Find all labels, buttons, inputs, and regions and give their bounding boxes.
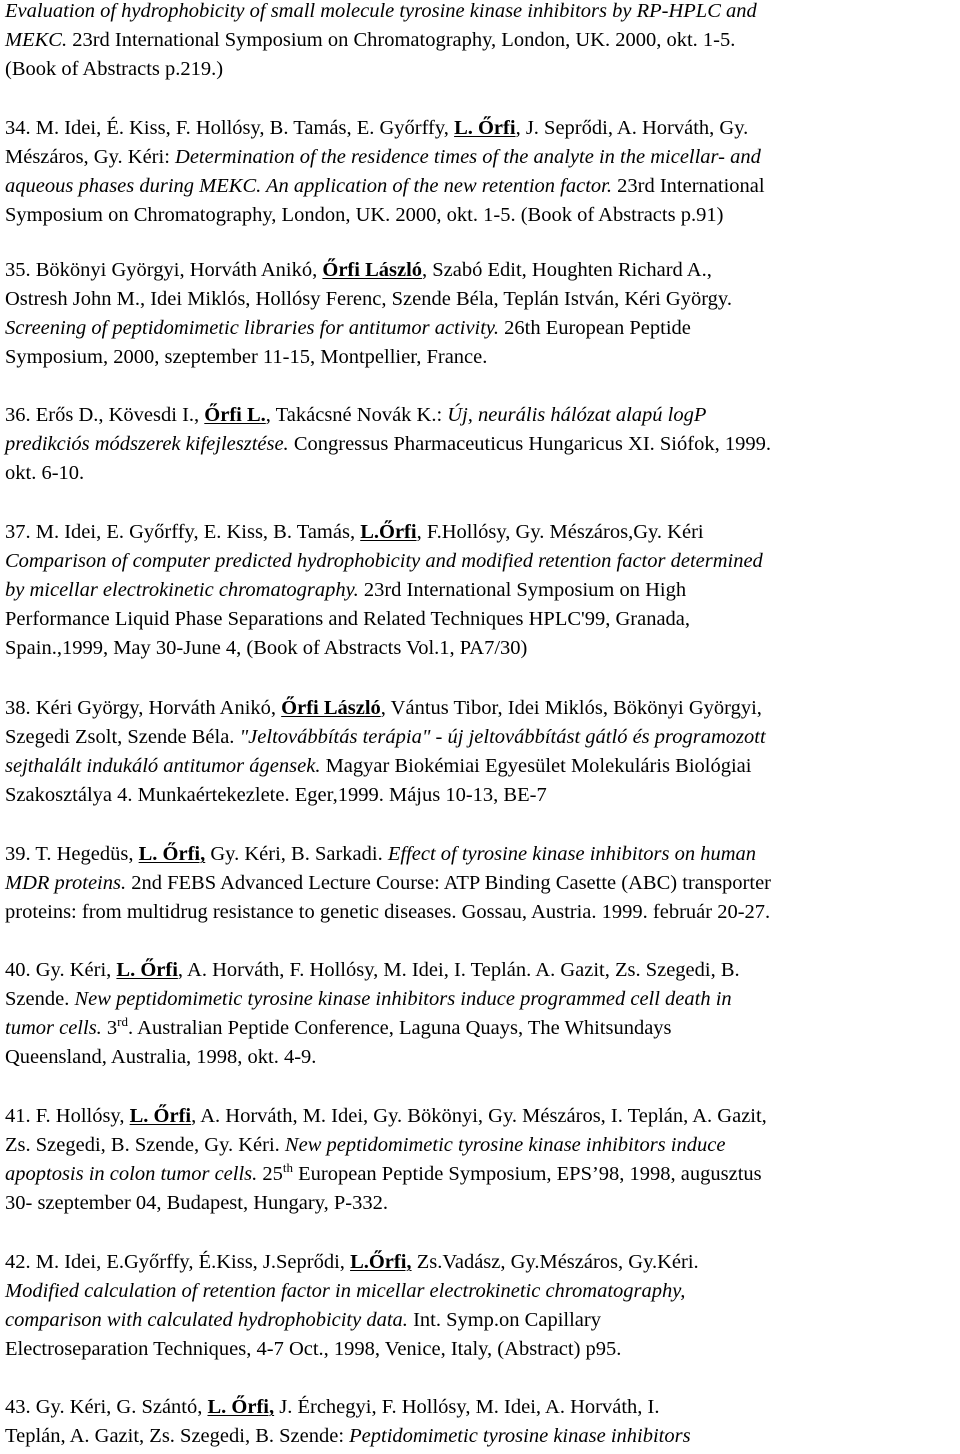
highlighted-author: L.Őrfi, — [350, 1251, 412, 1273]
entry-38 — [5, 694, 955, 810]
entry-line — [5, 114, 955, 143]
reference-text: , F.Hollósy, Gy. Mészáros,Gy. Kéri — [416, 521, 704, 543]
entry-line — [5, 898, 955, 927]
reference-text: (Book of Abstracts p.219.) — [5, 58, 224, 80]
entry-line — [5, 343, 955, 372]
entry-line — [5, 1102, 955, 1131]
reference-text: , Szabó Edit, Houghten Richard A., — [422, 259, 712, 281]
entry-line — [5, 1393, 955, 1422]
reference-text: 34. M. Idei, É. Kiss, F. Hollósy, B. Tamás, E. Győrffy, — [5, 117, 455, 139]
reference-title: Evaluation of hydrophobicity of small molecule tyrosine kinase inhibitors by RP-HPLC and — [5, 0, 757, 22]
entry-line — [5, 26, 955, 55]
entry-40 — [5, 956, 955, 1072]
reference-text: 30- szeptember 04, Budapest, Hungary, P-332. — [5, 1192, 388, 1214]
entry-line — [5, 430, 955, 459]
entry-line — [5, 1160, 955, 1189]
reference-text: Szende. — [5, 988, 75, 1010]
entry-line — [5, 172, 955, 201]
reference-title: comparison with calculated hydrophobicity data. — [5, 1309, 408, 1331]
entry-line — [5, 1335, 955, 1364]
entry-line — [5, 256, 955, 285]
entry-line — [5, 1043, 955, 1072]
reference-text: okt. 6-10. — [5, 462, 85, 484]
reference-text: Electroseparation Techniques, 4-7 Oct., 1998, Venice, Italy, (Abstract) p95. — [5, 1338, 622, 1360]
entry-line — [5, 694, 955, 723]
entry-line — [5, 143, 955, 172]
reference-text: Teplán, A. Gazit, Zs. Szegedi, B. Szende: — [5, 1425, 350, 1447]
entry-line — [5, 1422, 955, 1451]
reference-text: Magyar Biokémiai Egyesület Molekuláris Biológiai — [320, 755, 752, 777]
reference-text: 38. Kéri György, Horváth Anikó, — [5, 697, 282, 719]
reference-text: Mészáros, Gy. Kéri: — [5, 146, 176, 168]
reference-text: Gy. Kéri, B. Sarkadi. — [205, 843, 388, 865]
reference-text: 25 — [257, 1163, 283, 1185]
highlighted-author: Őrfi László — [322, 259, 423, 281]
reference-text: . Australian Peptide Conference, Laguna Quays, The Whitsundays — [128, 1017, 672, 1039]
reference-text: 35. Bökönyi Györgyi, Horváth Anikó, — [5, 259, 323, 281]
entry-41 — [5, 1102, 955, 1218]
reference-title: Modified calculation of retention factor in micellar electrokinetic chromatography, — [5, 1280, 686, 1302]
reference-text: 41. F. Hollósy, — [5, 1105, 130, 1127]
entry-continuation — [5, 0, 955, 84]
reference-text: Symposium, 2000, szeptember 11-15, Montpellier, France. — [5, 346, 488, 368]
highlighted-author: Őrfi L. — [204, 404, 266, 426]
ordinal-suffix: th — [282, 1160, 294, 1175]
reference-text: 23rd International — [612, 175, 765, 197]
reference-text: 36. Erős D., Kövesdi I., — [5, 404, 205, 426]
reference-title: Új, neurális hálózat alapú logP — [447, 404, 707, 426]
entry-line — [5, 1306, 955, 1335]
ordinal-suffix: rd — [117, 1014, 129, 1029]
reference-text: , A. Horváth, M. Idei, Gy. Bökönyi, Gy. Mészáros, I. Teplán, A. Gazit, — [191, 1105, 767, 1127]
entry-36 — [5, 401, 955, 488]
reference-title: MDR proteins. — [5, 872, 127, 894]
reference-title: Comparison of computer predicted hydrophobicity and modified retention factor determined — [5, 550, 763, 572]
reference-text: European Peptide Symposium, EPS’98, 1998, augusztus — [293, 1163, 762, 1185]
entry-line — [5, 547, 955, 576]
entry-line — [5, 1248, 955, 1277]
entry-line — [5, 314, 955, 343]
highlighted-author: L.Őrfi — [360, 521, 417, 543]
reference-title: New peptidomimetic tyrosine kinase inhibitors induce — [284, 1134, 726, 1156]
entry-43 — [5, 1393, 955, 1451]
entry-line — [5, 1189, 955, 1218]
entry-line — [5, 956, 955, 985]
entry-39 — [5, 840, 955, 927]
entry-line — [5, 723, 955, 752]
highlighted-author: L. Őrfi — [116, 959, 178, 981]
reference-text: Zs. Szegedi, B. Szende, Gy. Kéri. — [5, 1134, 285, 1156]
reference-text: , A. Horváth, F. Hollósy, M. Idei, I. Teplán. A. Gazit, Zs. Szegedi, B. — [177, 959, 740, 981]
reference-text: Zs.Vadász, Gy.Mészáros, Gy.Kéri. — [411, 1251, 699, 1273]
entry-line — [5, 459, 955, 488]
highlighted-author: L. Őrfi, — [138, 843, 206, 865]
reference-text: Szakosztálya 4. Munkaértekezlete. Eger,1999. Május 10-13, BE-7 — [5, 784, 547, 806]
reference-text: 23rd International Symposium on High — [358, 579, 687, 601]
reference-title: by micellar electrokinetic chromatography. — [5, 579, 359, 601]
entry-line — [5, 285, 955, 314]
reference-text: 43. Gy. Kéri, G. Szántó, — [5, 1396, 208, 1418]
reference-text: Queensland, Australia, 1998, okt. 4-9. — [5, 1046, 317, 1068]
reference-title: tumor cells. — [5, 1017, 102, 1039]
entry-line — [5, 1131, 955, 1160]
entry-42 — [5, 1248, 955, 1364]
highlighted-author: L. Őrfi — [454, 117, 516, 139]
entry-line — [5, 985, 955, 1014]
reference-text: 2nd FEBS Advanced Lecture Course: ATP Binding Casette (ABC) transporter — [126, 872, 771, 894]
reference-text: 3 — [101, 1017, 118, 1039]
entry-line — [5, 0, 955, 26]
reference-title: Peptidomimetic tyrosine kinase inhibitors — [349, 1425, 691, 1447]
entry-line — [5, 840, 955, 869]
reference-text: 39. T. Hegedüs, — [5, 843, 139, 865]
reference-title: MEKC. — [5, 29, 68, 51]
reference-text: , J. Seprődi, A. Horváth, Gy. — [515, 117, 749, 139]
reference-title: sejthalált indukáló antitumor ágensek. — [5, 755, 321, 777]
entry-line — [5, 576, 955, 605]
entry-34 — [5, 114, 955, 230]
entry-line — [5, 201, 955, 230]
entry-line — [5, 869, 955, 898]
reference-text: 42. M. Idei, E.Győrffy, É.Kiss, J.Seprődi, — [5, 1251, 351, 1273]
reference-text: 23rd International Symposium on Chromatography, London, UK. 2000, okt. 1-5. — [67, 29, 736, 51]
reference-title: apoptosis in colon tumor cells. — [5, 1163, 258, 1185]
reference-text: , Vántus Tibor, Idei Miklós, Bökönyi Györgyi, — [380, 697, 762, 719]
reference-text: proteins: from multidrug resistance to genetic diseases. Gossau, Austria. 1999. február 20-27. — [5, 901, 771, 923]
reference-text: Performance Liquid Phase Separations and Related Techniques HPLC'99, Granada, — [5, 608, 691, 630]
entry-line — [5, 1014, 955, 1043]
reference-text: Szegedi Zsolt, Szende Béla. — [5, 726, 240, 748]
reference-text: Symposium on Chromatography, London, UK. 2000, okt. 1-5. (Book of Abstracts p.91) — [5, 204, 724, 226]
reference-title: Effect of tyrosine kinase inhibitors on human — [387, 843, 757, 865]
entry-line — [5, 1277, 955, 1306]
reference-text: , Takácsné Novák K.: — [265, 404, 448, 426]
entry-line — [5, 401, 955, 430]
reference-title: New peptidomimetic tyrosine kinase inhibitors induce programmed cell death in — [74, 988, 732, 1010]
reference-title: aqueous phases during MEKC. An application of the new retention factor. — [5, 175, 612, 197]
entry-line — [5, 605, 955, 634]
highlighted-author: L. Őrfi, — [207, 1396, 275, 1418]
entry-line — [5, 634, 955, 663]
reference-title: Determination of the residence times of the analyte in the micellar- and — [175, 146, 761, 168]
reference-text: 37. M. Idei, E. Győrffy, E. Kiss, B. Tamás, — [5, 521, 361, 543]
reference-title: "Jeltovábbítás terápia" - új jeltovábbítást gátló és programozott — [239, 726, 766, 748]
entry-line — [5, 781, 955, 810]
reference-text: Ostresh John M., Idei Miklós, Hollósy Ferenc, Szende Béla, Teplán István, Kéri György. — [5, 288, 732, 310]
entry-37 — [5, 518, 955, 663]
reference-text: Int. Symp.on Capillary — [407, 1309, 601, 1331]
reference-text: J. Érchegyi, F. Hollósy, M. Idei, A. Horváth, I. — [274, 1396, 660, 1418]
reference-text: Spain.,1999, May 30-June 4, (Book of Abstracts Vol.1, PA7/30) — [5, 637, 528, 659]
entry-line — [5, 518, 955, 547]
reference-title: Screening of peptidomimetic libraries for antitumor activity. — [5, 317, 500, 339]
entry-35 — [5, 256, 955, 372]
highlighted-author: Őrfi László — [281, 697, 381, 719]
highlighted-author: L. Őrfi — [129, 1105, 192, 1127]
entry-line — [5, 752, 955, 781]
reference-text: 26th European Peptide — [499, 317, 691, 339]
entry-line — [5, 55, 955, 84]
reference-text: Congressus Pharmaceuticus Hungaricus XI. Siófok, 1999. — [288, 433, 771, 455]
reference-text: 40. Gy. Kéri, — [5, 959, 117, 981]
reference-title: predikciós módszerek kifejlesztése. — [5, 433, 289, 455]
